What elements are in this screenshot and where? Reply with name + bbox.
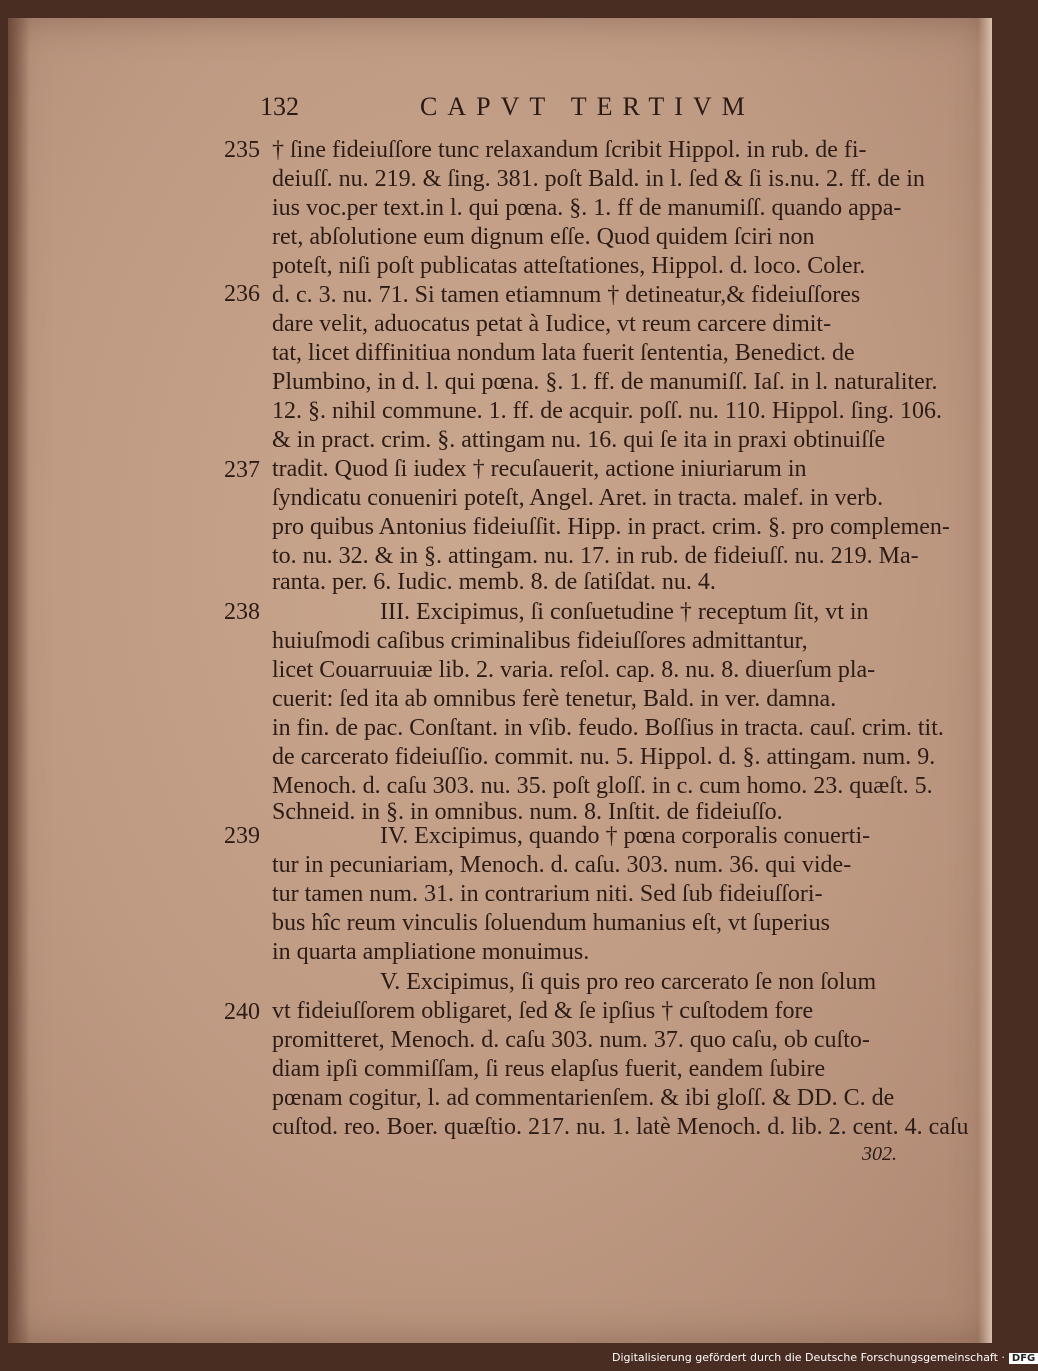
page-spine-shadow — [8, 18, 30, 1343]
text-line: bus hîc reum vinculis ſoluendum humanius eſt, vt ſuperius — [272, 910, 830, 936]
text-line: licet Couarruuiæ lib. 2. varia. reſol. cap. 8. nu. 8. diuerſum pla- — [272, 657, 876, 683]
margin-number: 240 — [224, 999, 260, 1025]
text-line: cuerit: ſed ita ab omnibus ferè tenetur, Bald. in ver. damna. — [272, 686, 837, 712]
text-line: tat, licet diffinitiua nondum lata fuerit ſententia, Benedict. de — [272, 340, 855, 366]
text-line: & in pract. crim. §. attingam nu. 16. qui ſe ita in praxi obtinuiſſe — [272, 427, 886, 453]
text-line: vt fideiuſſorem obligaret, ſed & ſe ipſius † cuſtodem fore — [272, 998, 814, 1024]
text-line: † ſine fideiuſſore tunc relaxandum ſcribit Hippol. in rub. de fi- — [272, 137, 867, 163]
text-line: tur tamen num. 31. in contrarium niti. Sed ſub fideiuſſori- — [272, 881, 823, 907]
text-line: de carcerato fideiuſſio. commit. nu. 5. Hippol. d. §. attingam. num. 9. — [272, 744, 936, 770]
text-line: d. c. 3. nu. 71. Si tamen etiamnum † detineatur,& fideiuſſores — [272, 282, 861, 308]
text-line: in fin. de pac. Conſtant. in vſib. feudo. Boſſius in tracta. cauſ. crim. tit. — [272, 715, 944, 741]
text-line: deiuſſ. nu. 219. & ſing. 381. poſt Bald. in l. ſed & ſi is.nu. 2. ff. de in — [272, 166, 925, 192]
text-line: ius voc.per text.in l. qui pœna. §. 1. ff de manumiſſ. quando appa- — [272, 195, 902, 221]
text-line: ret, abſolutione eum dignum eſſe. Quod quidem ſciri non — [272, 224, 815, 250]
margin-number: 239 — [224, 823, 260, 849]
page-number: 132 — [260, 92, 299, 121]
text-line: to. nu. 32. & in §. attingam. nu. 17. in rub. de fideiuſſ. nu. 219. Ma- — [272, 543, 919, 569]
margin-number: 235 — [224, 137, 260, 163]
text-line: in quarta ampliatione monuimus. — [272, 939, 590, 965]
text-line: 12. §. nihil commune. 1. ff. de acquir. poſſ. nu. 110. Hippol. ſing. 106. — [272, 398, 942, 424]
text-line: promitteret, Menoch. d. caſu 303. num. 37. quo caſu, ob cuſto- — [272, 1027, 870, 1053]
text-line: Schneid. in §. in omnibus. num. 8. Inſtit. de fideiuſſo. — [272, 799, 783, 825]
margin-number: 236 — [224, 281, 260, 307]
digitization-credit — [612, 1351, 1038, 1364]
page-edge — [978, 18, 992, 1343]
text-line: pro quibus Antonius fideiuſſit. Hipp. in pract. crim. §. pro complemen- — [272, 514, 950, 540]
text-line: ranta. per. 6. Iudic. memb. 8. de ſatiſdat. nu. 4. — [272, 569, 716, 595]
text-line: 302. — [862, 1143, 897, 1165]
text-line: ſyndicatu conueniri poteſt, Angel. Aret. in tracta. malef. in verb. — [272, 485, 884, 511]
text-line: huiuſmodi caſibus criminalibus fideiuſſores admittantur, — [272, 628, 808, 654]
dfg-logo: DFG — [1009, 1353, 1038, 1364]
margin-number: 237 — [224, 457, 260, 483]
margin-number: 238 — [224, 599, 260, 625]
text-line: III. Excipimus, ſi conſuetudine † receptum ſit, vt in — [380, 599, 869, 625]
text-line: Menoch. d. caſu 303. nu. 35. poſt gloſſ. in c. cum homo. 23. quæſt. 5. — [272, 773, 933, 799]
text-line: pœnam cogitur, l. ad commentarienſem. & ibi gloſſ. & DD. C. de — [272, 1085, 895, 1111]
text-line: cuſtod. reo. Boer. quæſtio. 217. nu. 1. latè Menoch. d. lib. 2. cent. 4. caſu — [272, 1114, 969, 1140]
text-line: Plumbino, in d. l. qui pœna. §. 1. ff. de manumiſſ. Iaſ. in l. naturaliter. — [272, 369, 938, 395]
text-line: tur in pecuniariam, Menoch. d. caſu. 303. num. 36. qui vide- — [272, 852, 852, 878]
text-line: tradit. Quod ſi iudex † recuſauerit, actione iniuriarum in — [272, 456, 807, 482]
text-line: dare velit, aduocatus petat à Iudice, vt reum carcere dimit- — [272, 311, 832, 337]
text-line: IV. Excipimus, quando † pœna corporalis conuerti- — [380, 823, 871, 849]
text-line: poteſt, niſi poſt publicatas atteſtationes, Hippol. d. loco. Coler. — [272, 253, 866, 279]
footer-text: Digitalisierung gefördert durch die Deutsche Forschungsgemeinschaft · — [612, 1351, 1005, 1364]
text-line: V. Excipimus, ſi quis pro reo carcerato ſe non ſolum — [380, 969, 877, 995]
text-line: diam ipſi commiſſam, ſi reus elapſus fuerit, eandem ſubire — [272, 1056, 826, 1082]
running-head: CAPVT TERTIVM — [420, 92, 755, 121]
